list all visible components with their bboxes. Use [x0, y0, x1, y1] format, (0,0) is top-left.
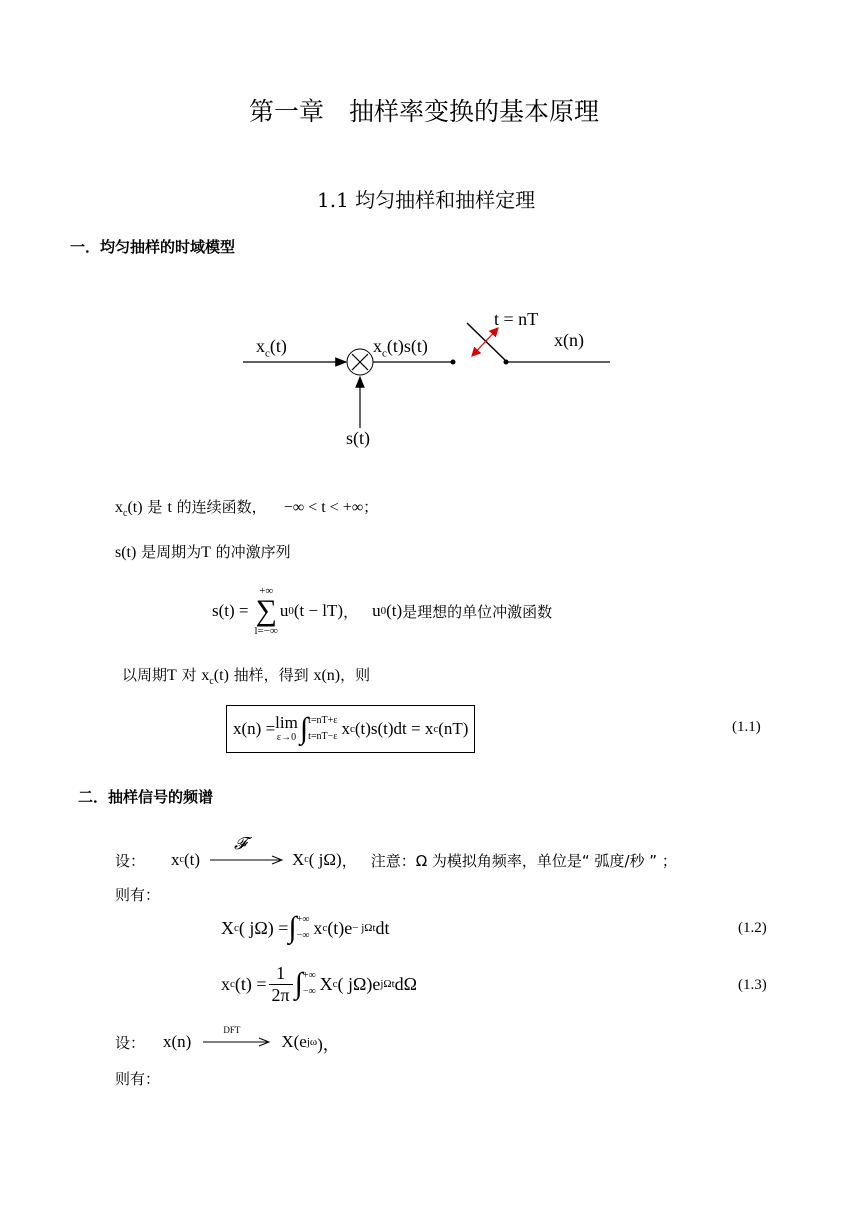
- dft-arrow: [201, 1036, 271, 1048]
- text-line-set-fourier: 设： x c (t) 𝓕 X c ( jΩ) ， 注意：Ω 为模拟角频率，单位是“ 弧度/秒 ” ；: [115, 834, 677, 870]
- diagram-switch-label: t = nT: [494, 309, 539, 329]
- text-line-set-dft: 设： x(n) DFT X(e jω )，: [115, 1025, 340, 1054]
- diagram-output-label: x(n): [554, 330, 584, 350]
- equation-number-1-1: (1.1): [732, 719, 761, 735]
- sampling-block-diagram: [230, 300, 630, 460]
- text-then-1: 则有：: [115, 886, 161, 904]
- section-title: 1.1 均匀抽样和抽样定理: [317, 188, 536, 212]
- subheading-spectrum: 二．抽样信号的频谱: [78, 788, 214, 806]
- subheading-time-domain-model: 一．均匀抽样的时域模型: [70, 238, 236, 256]
- fourier-arrow-label: 𝓕: [234, 834, 247, 853]
- equation-number-1-3: (1.3): [738, 977, 767, 993]
- text-line-sampling: 以周期T 对 $x_c(t)$ 抽样，得到 x(n)，则: [122, 666, 371, 688]
- diagram-product-label: $x_c(t)s(t)$: [373, 336, 428, 360]
- diagram-bottom-label: s(t): [346, 428, 370, 448]
- text-then-2: 则有：: [115, 1070, 161, 1088]
- fourier-arrow: [208, 854, 284, 866]
- equation-1-2: X c ( jΩ) = ∫ +∞ −∞ x c (t)e − jΩt dt: [221, 911, 390, 944]
- equation-number-1-2: (1.2): [738, 920, 767, 936]
- text-line-impulse-train: s(t) 是周期为T 的冲激序列: [115, 543, 291, 561]
- diagram-input-label: $x_c(t)$: [256, 336, 287, 360]
- text-line-continuous: $x_c(t)$ 是 t 的连续函数， −∞ < t < +∞；: [115, 498, 379, 520]
- equation-impulse-train: s(t) = +∞ ∑ l=−∞ u 0 (t − lT) ， u 0 (t) 是理想的单位冲激函数: [212, 585, 553, 637]
- dft-arrow-label: DFT: [223, 1025, 241, 1035]
- chapter-title: 第一章 抽样率变换的基本原理: [249, 97, 600, 126]
- equation-1-1: x(n) = lim ε→0 ∫ t=nT+ε t=nT−ε x c (t)s(t)dt = x c (nT): [226, 705, 475, 753]
- equation-1-3: x c (t) = $\frac{1}{2\pi}$ ∫ +∞ −∞ X c ( jΩ)e jΩt dΩ: [221, 962, 418, 1005]
